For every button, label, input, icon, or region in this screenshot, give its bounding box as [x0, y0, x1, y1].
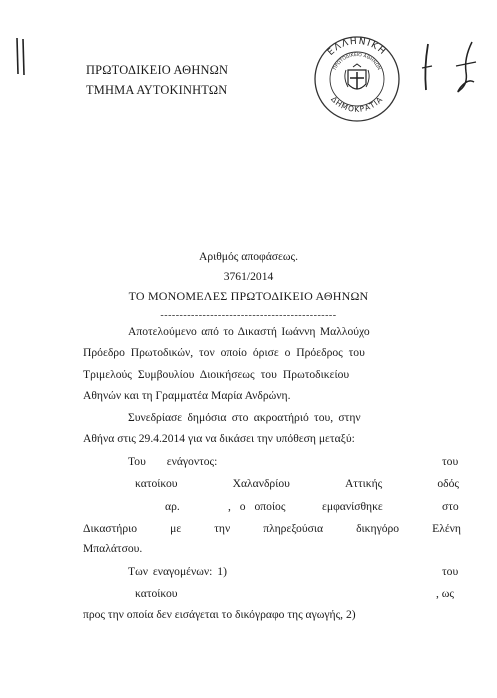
- plaintiff-number-word-4: στο: [442, 500, 459, 513]
- body-line-3: Τριμελούς Συμβουλίου Διοικήσεως του Πρωτοδικείου: [83, 368, 350, 381]
- defendants-label: Των εναγομένων: 1): [128, 565, 227, 578]
- plaintiff-residence-word-1: κατοίκου: [135, 477, 178, 490]
- court-name: ΠΡΩΤΟΔΙΚΕΙΟ ΑΘΗΝΩΝ: [86, 63, 229, 77]
- body-line-2: [83, 346, 460, 360]
- department-name: ΤΜΗΜΑ ΑΥΤΟΚΙΝΗΤΩΝ: [86, 83, 228, 97]
- defendants-of: του: [442, 565, 459, 578]
- defendants-residence: κατοίκου: [135, 587, 178, 600]
- court-title: ΤΟ ΜΟΝΟΜΕΛΕΣ ΠΡΩΤΟΔΙΚΕΙΟ ΑΘΗΝΩΝ: [128, 289, 369, 303]
- plaintiff-residence-word-3: Αττικής: [344, 477, 383, 490]
- plaintiff-lawyer-word-1: Δικαστήριο: [83, 522, 138, 535]
- seal-inner-text: ΠΡΩΤΟΔΙΚΕΙΟ ΑΘΗΝΩΝ: [333, 52, 381, 72]
- margin-mark: [14, 36, 28, 76]
- plaintiff-residence-word-4: οδός: [437, 477, 459, 490]
- body-line-5: Συνεδρίασε δημόσια στο ακροατήριό του, στην: [128, 411, 361, 424]
- plaintiff-number-word-2: , ο οποίος: [228, 500, 286, 513]
- body-line-2-text: Πρόεδρο Πρωτοδικών, τον οποίο όρισε ο Πρόεδρος του: [83, 346, 365, 359]
- body-line-1: Αποτελούμενο από το Δικαστή Ιωάννη Μαλλούχο: [128, 325, 370, 338]
- coat-of-arms-icon: [345, 64, 369, 89]
- plaintiff-lawyer-word-4: πληρεξούσια: [263, 522, 324, 535]
- body-line-6: Αθήνα στις 29.4.2014 για να δικάσει την υπόθεση μεταξύ:: [83, 432, 355, 445]
- defendants-last-line: προς την οποία δεν εισάγεται το δικόγραφο της αγωγής, 2): [83, 608, 356, 621]
- plaintiff-lawyer-word-3: την: [214, 522, 231, 535]
- plaintiff-lawyer-word-6: Ελένη: [432, 522, 461, 535]
- plaintiff-label: Του ενάγοντος:: [128, 455, 218, 468]
- plaintiff-lawyer-word-2: με: [170, 522, 182, 535]
- plaintiff-lawyer-line: [83, 522, 461, 536]
- decision-number: 3761/2014: [223, 270, 274, 283]
- seal-top-text: ΕΛΛΗΝΙΚΗ: [326, 36, 388, 58]
- svg-text:ΠΡΩΤΟΔΙΚΕΙΟ ΑΘΗΝΩΝ: [332, 52, 382, 71]
- defendants-as-to: , ως: [436, 587, 455, 600]
- seal-bottom-text: ΔΗΜΟΚΡΑΤΙΑ: [329, 94, 385, 114]
- plaintiff-residence-line: [135, 477, 459, 491]
- svg-text:ΔΗΜΟΚΡΑΤΙΑ: [329, 95, 385, 114]
- plaintiff-number-word-3: εμφανίσθηκε: [322, 500, 383, 513]
- body-line-4: Αθηνών και τη Γραμματέα Μαρία Ανδρώνη.: [83, 389, 291, 402]
- handwritten-signature: [412, 38, 492, 98]
- official-seal: [312, 34, 402, 124]
- plaintiff-lawyer-surname: Μπαλάτσου.: [83, 542, 143, 555]
- plaintiff-of: του: [442, 455, 459, 468]
- plaintiff-lawyer-word-5: δικηγόρο: [356, 522, 400, 535]
- decision-number-label: Αριθμός αποφάσεως.: [198, 250, 299, 263]
- separator-line: ----------------------------------------------: [160, 310, 337, 321]
- plaintiff-number-word-1: αρ.: [165, 500, 180, 513]
- plaintiff-residence-word-2: Χαλανδρίου: [232, 477, 290, 490]
